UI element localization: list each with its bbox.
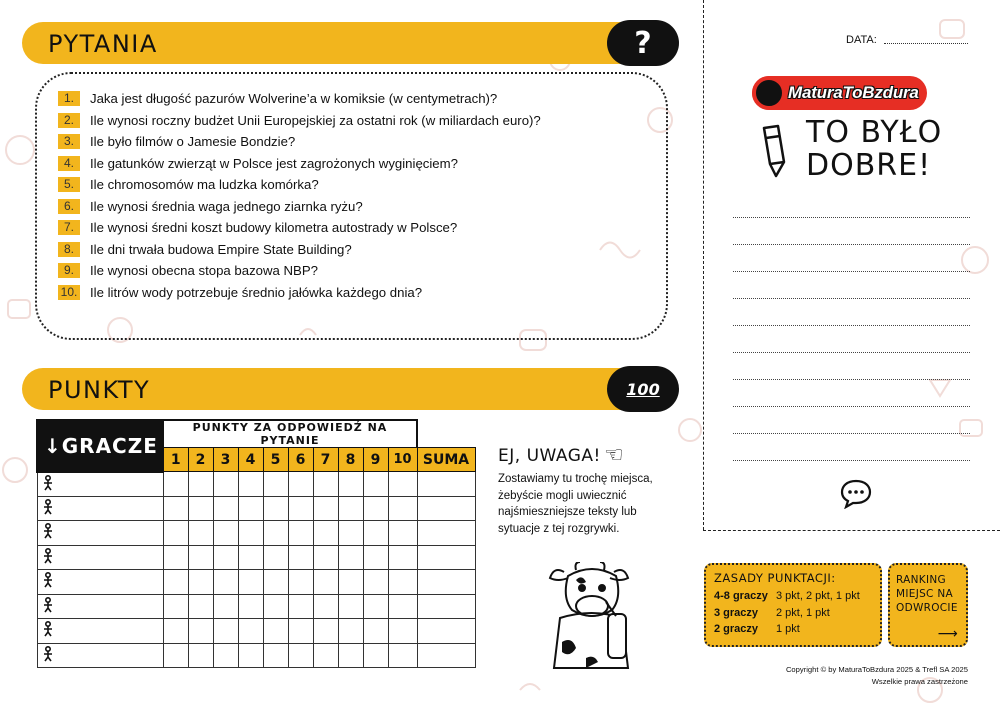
score-cell[interactable] (313, 594, 338, 619)
score-cell[interactable] (163, 545, 188, 570)
score-cell[interactable] (388, 472, 417, 497)
score-cell[interactable] (238, 496, 263, 521)
logo-text: MaturaToBzdura (788, 83, 919, 102)
question-number: 4. (58, 156, 80, 171)
ranking-note-box (888, 563, 968, 647)
score-cell[interactable] (288, 594, 313, 619)
sum-cell[interactable] (417, 594, 475, 619)
question-item (58, 110, 541, 132)
score-cell[interactable] (313, 570, 338, 595)
score-cell[interactable] (363, 594, 388, 619)
score-cell[interactable] (388, 521, 417, 546)
question-number: 8. (58, 242, 80, 257)
writing-line[interactable] (733, 352, 970, 353)
question-item (58, 260, 541, 282)
ranking-note-text: RANKING MIEJSC NA ODWROCIE (896, 574, 958, 614)
question-number: 10. (58, 285, 80, 300)
player-name-cell[interactable] (37, 521, 163, 546)
question-item (58, 174, 541, 196)
sum-cell[interactable] (417, 643, 475, 668)
writing-line[interactable] (733, 298, 970, 299)
question-text: Ile wynosi średni koszt budowy kilometra autostrady w Polsce? (90, 220, 458, 236)
question-text: Ile litrów wody potrzebuje średnio jałówka każdego dnia? (90, 284, 423, 300)
score-cell[interactable] (338, 643, 363, 668)
question-column-header: 3 (213, 448, 238, 472)
score-cell[interactable] (288, 496, 313, 521)
question-mark-badge: ? (607, 20, 679, 66)
scoring-rule-label: 2 graczy (714, 623, 759, 635)
score-cell[interactable] (338, 619, 363, 644)
player-row (37, 619, 475, 644)
writing-line[interactable] (733, 325, 970, 326)
questions-list (58, 88, 541, 303)
score-cell[interactable] (288, 570, 313, 595)
headline-line2: DOBRE! (806, 148, 932, 183)
score-cell[interactable] (163, 472, 188, 497)
writing-line[interactable] (733, 271, 970, 272)
score-cell[interactable] (213, 496, 238, 521)
score-cell[interactable] (288, 643, 313, 668)
player-name-cell[interactable] (37, 643, 163, 668)
score-cell[interactable] (338, 545, 363, 570)
question-item (58, 88, 541, 110)
sum-cell[interactable] (417, 472, 475, 497)
score-table-body (37, 472, 475, 668)
score-cell[interactable] (288, 521, 313, 546)
score-cell[interactable] (213, 643, 238, 668)
writing-line[interactable] (733, 217, 970, 218)
score-table (36, 419, 476, 668)
question-text: Ile wynosi obecna stopa bazowa NBP? (90, 263, 318, 279)
score-cell[interactable] (263, 594, 288, 619)
score-cell[interactable] (388, 619, 417, 644)
score-cell[interactable] (263, 496, 288, 521)
score-cell[interactable] (238, 594, 263, 619)
speech-bubble-icon (840, 479, 872, 509)
note-title: EJ, UWAGA! (498, 446, 601, 466)
question-text: Ile dni trwała budowa Empire State Building? (90, 241, 352, 257)
score-cell[interactable] (188, 521, 213, 546)
sum-cell[interactable] (417, 521, 475, 546)
score-cell[interactable] (288, 472, 313, 497)
writing-line[interactable] (733, 379, 970, 380)
horizontal-cut-line (703, 530, 1000, 531)
scoring-rules-title: ZASADY PUNKTACJI: (714, 571, 836, 585)
questions-header-bar (22, 22, 677, 64)
question-column-header: 10 (388, 448, 417, 472)
questions-title: PYTANIA (48, 30, 158, 58)
scoring-rule-value: 2 pkt, 1 pkt (776, 606, 830, 619)
question-item (58, 239, 541, 261)
score-cell[interactable] (363, 496, 388, 521)
score-cell[interactable] (363, 472, 388, 497)
date-label: DATA: (846, 34, 877, 46)
question-number: 2. (58, 113, 80, 128)
question-column-header: 5 (263, 448, 288, 472)
sum-column-header: SUMA (417, 448, 475, 472)
player-name-cell[interactable] (37, 570, 163, 595)
score-cell[interactable] (238, 521, 263, 546)
score-cell[interactable] (338, 496, 363, 521)
player-name-cell[interactable] (37, 594, 163, 619)
question-text: Ile było filmów o Jamesie Bondzie? (90, 134, 296, 150)
score-cell[interactable] (263, 570, 288, 595)
score-cell[interactable] (313, 472, 338, 497)
player-figure-icon (42, 597, 54, 613)
player-row (37, 521, 475, 546)
score-cell[interactable] (363, 521, 388, 546)
question-column-header: 1 (163, 448, 188, 472)
score-cell[interactable] (188, 545, 213, 570)
score-cell[interactable] (188, 472, 213, 497)
maturatobzdura-logo (752, 76, 927, 110)
question-column-header: 4 (238, 448, 263, 472)
points-group-header: PUNKTY ZA ODPOWIEDŹ NA PYTANIE (163, 420, 417, 448)
score-cell[interactable] (388, 496, 417, 521)
score-cell[interactable] (388, 594, 417, 619)
score-cell[interactable] (338, 472, 363, 497)
player-figure-icon (42, 523, 54, 539)
scoring-rule-row (714, 621, 872, 638)
pointing-hand-icon: ☜ (604, 442, 624, 467)
score-cell[interactable] (188, 594, 213, 619)
score-cell[interactable] (238, 472, 263, 497)
score-cell[interactable] (388, 570, 417, 595)
score-cell[interactable] (263, 619, 288, 644)
score-cell[interactable] (263, 472, 288, 497)
score-cell[interactable] (163, 496, 188, 521)
player-row (37, 472, 475, 497)
score-cell[interactable] (313, 619, 338, 644)
headline-line1: TO BYŁO (806, 115, 943, 150)
score-cell[interactable] (288, 619, 313, 644)
question-item (58, 282, 541, 304)
player-figure-icon (42, 475, 54, 491)
sum-cell[interactable] (417, 545, 475, 570)
copyright-text: Copyright © by MaturaToBzdura 2025 & Trefl SA 2025 (785, 665, 968, 674)
score-cell[interactable] (188, 496, 213, 521)
question-item (58, 217, 541, 239)
scoring-rule-row (714, 605, 872, 622)
score-cell[interactable] (363, 619, 388, 644)
question-text: Ile chromosomów ma ludzka komórka? (90, 177, 319, 193)
vertical-cut-line (703, 0, 704, 530)
score-cell[interactable] (213, 594, 238, 619)
points-header-bar (22, 368, 677, 410)
score-cell[interactable] (163, 619, 188, 644)
player-row (37, 570, 475, 595)
question-column-header: 2 (188, 448, 213, 472)
score-cell[interactable] (338, 594, 363, 619)
player-row (37, 643, 475, 668)
score-cell[interactable] (313, 496, 338, 521)
scoring-rule-label: 4-8 graczy (714, 590, 768, 602)
question-item (58, 153, 541, 175)
score-cell[interactable] (388, 545, 417, 570)
score-cell[interactable] (213, 619, 238, 644)
question-text: Ile gatunków zwierząt w Polsce jest zagrożonych wyginięciem? (90, 155, 458, 171)
question-number: 5. (58, 177, 80, 192)
sum-cell[interactable] (417, 619, 475, 644)
score-cell[interactable] (188, 570, 213, 595)
note-body: Zostawiamy tu trochę miejsca, żebyście mogli uwiecznić najśmieszniejsze teksty lub sytuacje z tej rozgrywki. (498, 473, 653, 535)
scoring-rule-row (714, 588, 872, 605)
player-name-cell[interactable] (37, 545, 163, 570)
player-name-cell[interactable] (37, 472, 163, 497)
scoring-rule-value: 1 pkt (776, 623, 800, 635)
score-cell[interactable] (263, 643, 288, 668)
question-column-header: 7 (313, 448, 338, 472)
score-cell[interactable] (163, 570, 188, 595)
player-name-cell[interactable] (37, 619, 163, 644)
score-cell[interactable] (238, 643, 263, 668)
player-figure-icon (42, 572, 54, 588)
date-field-line (884, 43, 968, 44)
player-figure-icon (42, 646, 54, 662)
question-text: Ile wynosi roczny budżet Unii Europejskiej za ostatni rok (w miliardach euro)? (90, 112, 541, 128)
score-cell[interactable] (163, 594, 188, 619)
score-cell[interactable] (313, 521, 338, 546)
score-cell[interactable] (263, 545, 288, 570)
question-column-header: 9 (363, 448, 388, 472)
score-cell[interactable] (363, 643, 388, 668)
question-column-header: 6 (288, 448, 313, 472)
sum-cell[interactable] (417, 570, 475, 595)
arrow-right-icon: ⟶ (937, 626, 958, 642)
score-cell[interactable] (213, 545, 238, 570)
question-item (58, 196, 541, 218)
cow-drinking-illustration (546, 562, 646, 674)
score-cell[interactable] (288, 545, 313, 570)
score-cell[interactable] (188, 619, 213, 644)
question-number: 6. (58, 199, 80, 214)
score-cell[interactable] (163, 643, 188, 668)
score-cell[interactable] (263, 521, 288, 546)
player-row (37, 496, 475, 521)
player-row (37, 545, 475, 570)
player-name-cell[interactable] (37, 496, 163, 521)
score-cell[interactable] (338, 570, 363, 595)
score-cell[interactable] (238, 570, 263, 595)
scoring-rules-box (704, 563, 882, 647)
writing-line[interactable] (733, 244, 970, 245)
hundred-points-badge: 100 (607, 366, 679, 412)
rights-text: Wszelkie prawa zastrzeżone (871, 677, 968, 686)
score-cell[interactable] (313, 643, 338, 668)
score-cell[interactable] (213, 472, 238, 497)
score-cell[interactable] (163, 521, 188, 546)
writing-line[interactable] (733, 433, 970, 434)
players-header: ↓GRACZE (37, 420, 163, 472)
sum-header-spacer (417, 420, 475, 448)
writing-line[interactable] (733, 406, 970, 407)
score-cell[interactable] (338, 521, 363, 546)
question-number: 1. (58, 91, 80, 106)
question-text: Ile wynosi średnia waga jednego ziarnka ryżu? (90, 198, 363, 214)
question-number: 7. (58, 220, 80, 235)
player-row (37, 594, 475, 619)
question-item (58, 131, 541, 153)
score-cell[interactable] (388, 643, 417, 668)
score-cell[interactable] (213, 521, 238, 546)
question-text: Jaka jest długość pazurów Wolverine’a w komiksie (w centymetrach)? (90, 91, 498, 107)
player-figure-icon (42, 548, 54, 564)
question-column-header: 8 (338, 448, 363, 472)
writing-line[interactable] (733, 460, 970, 461)
sum-cell[interactable] (417, 496, 475, 521)
score-cell[interactable] (238, 545, 263, 570)
scoring-rule-label: 3 graczy (714, 606, 759, 619)
score-cell[interactable] (313, 545, 338, 570)
logo-circle-icon (752, 76, 786, 110)
points-title: PUNKTY (48, 376, 151, 404)
player-figure-icon (42, 499, 54, 515)
score-cell[interactable] (188, 643, 213, 668)
score-cell[interactable] (238, 619, 263, 644)
score-cell[interactable] (363, 570, 388, 595)
player-figure-icon (42, 621, 54, 637)
pencil-icon (758, 124, 788, 178)
question-number: 3. (58, 134, 80, 149)
question-number: 9. (58, 263, 80, 278)
scoring-rule-value: 3 pkt, 2 pkt, 1 pkt (776, 590, 860, 602)
score-cell[interactable] (363, 545, 388, 570)
score-cell[interactable] (213, 570, 238, 595)
